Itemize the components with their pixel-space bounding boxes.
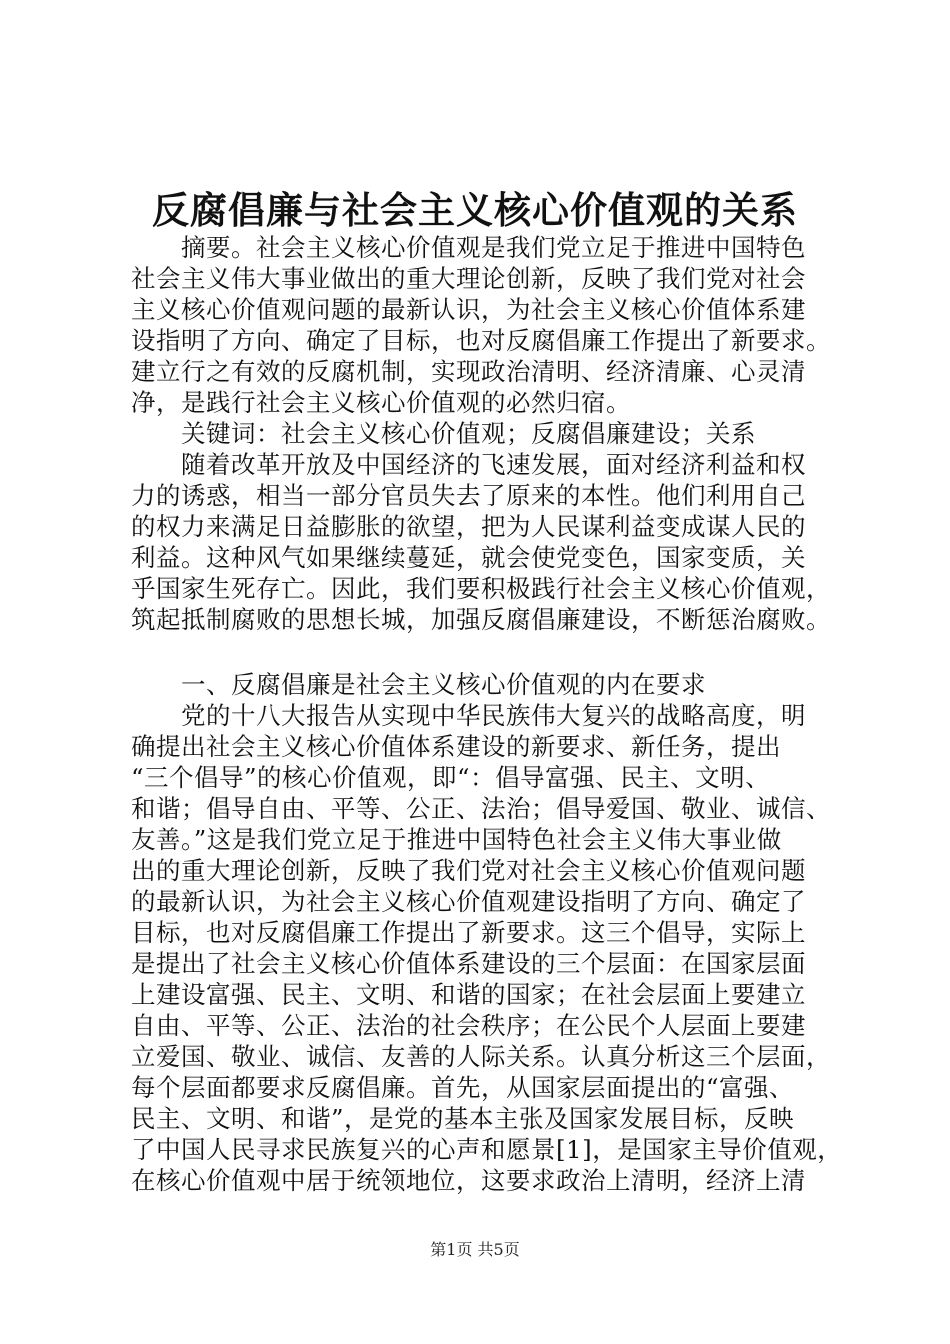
intro-line: 力的诱惑，相当一部分官员失去了原来的本性。他们利用自己 xyxy=(131,481,806,510)
section-line: 民主、文明、和谐”，是党的基本主张及国家发展目标，反映 xyxy=(131,1104,795,1133)
section-line: 的最新认识，为社会主义核心价值观建设指明了方向、确定了 xyxy=(131,887,806,916)
intro-line: 筑起抵制腐败的思想长城，加强反腐倡廉建设，不断惩治腐败。 xyxy=(131,605,831,634)
section-line: 和谐；倡导自由、平等、公正、法治；倡导爱国、敬业、诚信、 xyxy=(131,794,831,823)
intro-line: 随着改革开放及中国经济的飞速发展，面对经济利益和权 xyxy=(181,450,806,479)
section-line: 在核心价值观中居于统领地位，这要求政治上清明，经济上清 xyxy=(131,1166,806,1195)
keywords-paragraph xyxy=(131,418,851,449)
section-line: 每个层面都要求反腐倡廉。首先，从国家层面提出的“富强、 xyxy=(131,1073,795,1102)
section-line: 友善。”这是我们党立足于推进中国特色社会主义伟大事业做 xyxy=(131,825,782,854)
abstract-paragraph xyxy=(131,232,851,418)
abstract-line: 摘要。社会主义核心价值观是我们党立足于推进中国特色 xyxy=(181,233,806,262)
intro-line: 利益。这种风气如果继续蔓延，就会使党变色，国家变质，关 xyxy=(131,543,806,572)
intro-paragraph xyxy=(131,449,851,635)
section-heading-text: 一、反腐倡廉是社会主义核心价值观的内在要求 xyxy=(181,670,706,699)
section-line: 自由、平等、公正、法治的社会秩序；在公民个人层面上要建 xyxy=(131,1011,806,1040)
section-line: 上建设富强、民主、文明、和谐的国家；在社会层面上要建立 xyxy=(131,980,806,1009)
document-body xyxy=(131,232,851,1196)
section-paragraph xyxy=(131,700,851,1196)
section-line: 目标，也对反腐倡廉工作提出了新要求。这三个倡导，实际上 xyxy=(131,918,806,947)
section-line: “三个倡导”的核心价值观，即“：倡导富强、民主、文明、 xyxy=(131,763,771,792)
abstract-line: 设指明了方向、确定了目标，也对反腐倡廉工作提出了新要求。 xyxy=(131,326,831,355)
section-line: 出的重大理论创新，反映了我们党对社会主义核心价值观问题 xyxy=(131,856,806,885)
intro-line: 乎国家生死存亡。因此，我们要积极践行社会主义核心价值观， xyxy=(131,574,831,603)
paragraph-gap xyxy=(131,635,851,669)
keywords-line: 关键词：社会主义核心价值观；反腐倡廉建设；关系 xyxy=(181,419,756,448)
section-line: 立爱国、敬业、诚信、友善的人际关系。认真分析这三个层面， xyxy=(131,1042,831,1071)
section-line: 确提出社会主义核心价值体系建设的新要求、新任务，提出 xyxy=(131,732,781,761)
section-line: 是提出了社会主义核心价值体系建设的三个层面：在国家层面 xyxy=(131,949,806,978)
section-heading xyxy=(131,669,851,700)
section-line: 了中国人民寻求民族复兴的心声和愿景[1]，是国家主导价值观， xyxy=(131,1135,843,1164)
abstract-line: 净，是践行社会主义核心价值观的必然归宿。 xyxy=(131,388,631,417)
page-footer: 第1页 共5页 xyxy=(430,1240,520,1259)
abstract-line: 建立行之有效的反腐机制，实现政治清明、经济清廉、心灵清 xyxy=(131,357,806,386)
document-title: 反腐倡廉与社会主义核心价值观的关系 xyxy=(152,188,798,232)
section-line: 党的十八大报告从实现中华民族伟大复兴的战略高度，明 xyxy=(181,701,806,730)
intro-line: 的权力来满足日益膨胀的欲望，把为人民谋利益变成谋人民的 xyxy=(131,512,806,541)
abstract-line: 主义核心价值观问题的最新认识，为社会主义核心价值体系建 xyxy=(131,295,806,324)
abstract-line: 社会主义伟大事业做出的重大理论创新，反映了我们党对社会 xyxy=(131,264,806,293)
